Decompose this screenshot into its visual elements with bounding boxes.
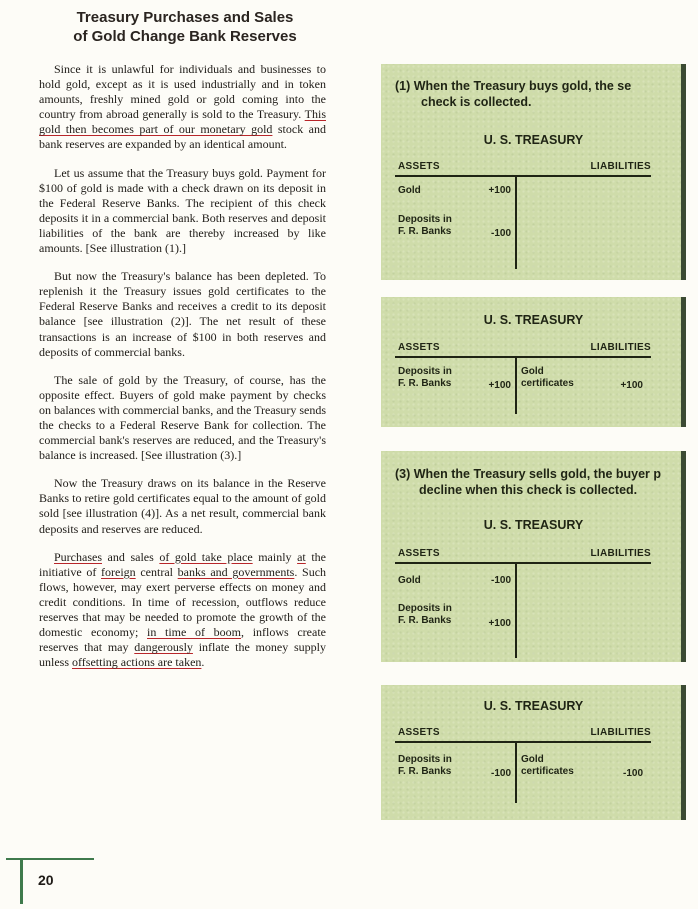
illustration-3-caption-line-2: decline when this check is collected. (419, 483, 638, 497)
p6-text-4: central (135, 564, 178, 579)
p6-text-3: the initiative of (39, 549, 327, 579)
illustration-1-title: U. S. TREASURY (483, 133, 584, 147)
p6-text-5: . Such flows, however, may exert perverse effects on money and credit conditions. In time of recession, outflows reduce reserves that may be needed to promote the growth of the domestic economy; (39, 564, 327, 640)
illustration-4-panel (381, 685, 686, 820)
heading-line-1: Treasury Purchases and Sales (76, 9, 294, 26)
page-number: 20 (38, 872, 54, 888)
p6-text-2: mainly (252, 549, 298, 564)
paragraph-1-text: Since it is unlawful for individuals and businesses to hold gold, except as it is used industrially and in token amounts, freshly mined gold or gold coming into the country from abroad generally is sold to the Treasury. (39, 62, 326, 122)
p6-underline-1: Purchases (54, 549, 102, 564)
liabilities-header: LIABILITIES (590, 342, 651, 353)
liability-amount: +100 (620, 380, 643, 391)
liabilities-header: LIABILITIES (590, 727, 651, 738)
paragraph-5: Now the Treasury draws on its balance in the Reserve Banks to retire gold certificates equal to the amount of gold sold [see illustration (4)]. As a net result, commercial bank deposits and reserves are reduced. (39, 476, 326, 536)
asset-label: Deposits in F. R. Banks (398, 366, 452, 389)
liability-label: Gold certificates (521, 754, 574, 777)
paragraph-4: The sale of gold by the Treasury, of course, has the opposite effect. Buyers of gold make payment by checks on balances with commercial banks, and the Treasury sends the checks to a Federal Reserve Bank for collection. The commercial bank's reserves are reduced, and the Treasury's balance is increased. [See illustration (3).] (39, 372, 326, 463)
illustration-1-caption-line-1: (1) When the Treasury buys gold, the se (395, 79, 632, 93)
paragraph-1-text-end: stock and bank reserves are expanded by an identical amount. (39, 122, 326, 152)
paragraph-1 (39, 62, 326, 153)
asset-label: Deposits in F. R. Banks (398, 754, 452, 777)
t-account-divider (515, 741, 517, 803)
assets-header: ASSETS (398, 342, 440, 353)
illustration-3-title: U. S. TREASURY (483, 518, 584, 532)
paragraph-6 (39, 550, 326, 671)
assets-header: ASSETS (398, 161, 440, 172)
corner-rule-vertical (20, 858, 23, 904)
p6-text-8: . (201, 655, 205, 670)
assets-header: ASSETS (398, 727, 440, 738)
illustration-2-t-account (395, 342, 651, 462)
paragraph-2: Let us assume that the Treasury buys gold. Payment for $100 of gold is made with a check drawn on its deposit in the Federal Reserve Banks. The recipient of this check deposits it in a commercial bank. Both reserves and deposit liabilities of the bank are thereby increased by like amounts. [See illustration (1).] (39, 165, 326, 256)
p6-underline-2: of gold take place (159, 549, 253, 564)
illustration-1-t-account (395, 161, 651, 281)
illustration-4-t-account (395, 727, 651, 847)
asset-amount: +100 (488, 185, 511, 196)
p6-underline-3: at (297, 549, 306, 564)
p6-underline-6: in time of boom (147, 625, 242, 640)
illustration-2-panel (381, 297, 686, 427)
liabilities-header: LIABILITIES (590, 548, 651, 559)
asset-label: Gold (398, 575, 421, 586)
asset-label: Gold (398, 185, 421, 196)
asset-amount: +100 (488, 380, 511, 391)
t-account-rule (395, 356, 651, 358)
t-account-rule (395, 562, 651, 564)
p6-text-6: , inflows create reserves that may (39, 625, 326, 655)
liabilities-header: LIABILITIES (590, 161, 651, 172)
section-heading (40, 8, 330, 46)
t-account-divider (515, 562, 517, 658)
illustration-3-panel (381, 451, 686, 662)
asset-label: Deposits in F. R. Banks (398, 603, 452, 626)
liability-label: Gold certificates (521, 366, 574, 389)
assets-header: ASSETS (398, 548, 440, 559)
t-account-divider (515, 175, 517, 269)
illustration-4-title: U. S. TREASURY (483, 699, 584, 713)
t-account-rule (395, 741, 651, 743)
p6-text-7: inflate the money supply unless (39, 640, 326, 670)
p6-underline-5: banks and governments (177, 564, 295, 579)
asset-label: Deposits in F. R. Banks (398, 214, 452, 237)
paragraph-1-underlined: This gold then becomes part of our monetary gold (39, 107, 326, 137)
illustration-1-caption-line-2: check is collected. (421, 95, 532, 109)
paragraph-3: But now the Treasury's balance has been depleted. To replenish it the Treasury issues gold certificates to the Federal Reserve Banks and receives a credit to its deposit balance [see illustration (2)]. The net result of these transactions is an increase of $100 in both reserves and deposits of commercial banks. (39, 269, 326, 359)
illustration-3-caption-line-1: (3) When the Treasury sells gold, the buyer p (395, 467, 662, 481)
illustration-1-panel (381, 64, 686, 280)
heading-line-2: of Gold Change Bank Reserves (73, 28, 297, 45)
asset-amount: -100 (490, 228, 511, 239)
p6-underline-4: foreign (101, 564, 136, 579)
p6-text-1: and sales (102, 549, 160, 564)
liability-amount: -100 (622, 768, 643, 779)
p6-underline-8: offsetting actions are taken (72, 655, 202, 670)
asset-amount: +100 (488, 618, 511, 629)
t-account-divider (515, 356, 517, 414)
asset-amount: -100 (490, 768, 511, 779)
illustration-3-t-account (395, 548, 651, 668)
p6-underline-7: dangerously (134, 640, 193, 655)
asset-amount: -100 (490, 575, 511, 586)
article-text (39, 62, 326, 683)
illustration-2-title: U. S. TREASURY (483, 313, 584, 327)
t-account-rule (395, 175, 651, 177)
